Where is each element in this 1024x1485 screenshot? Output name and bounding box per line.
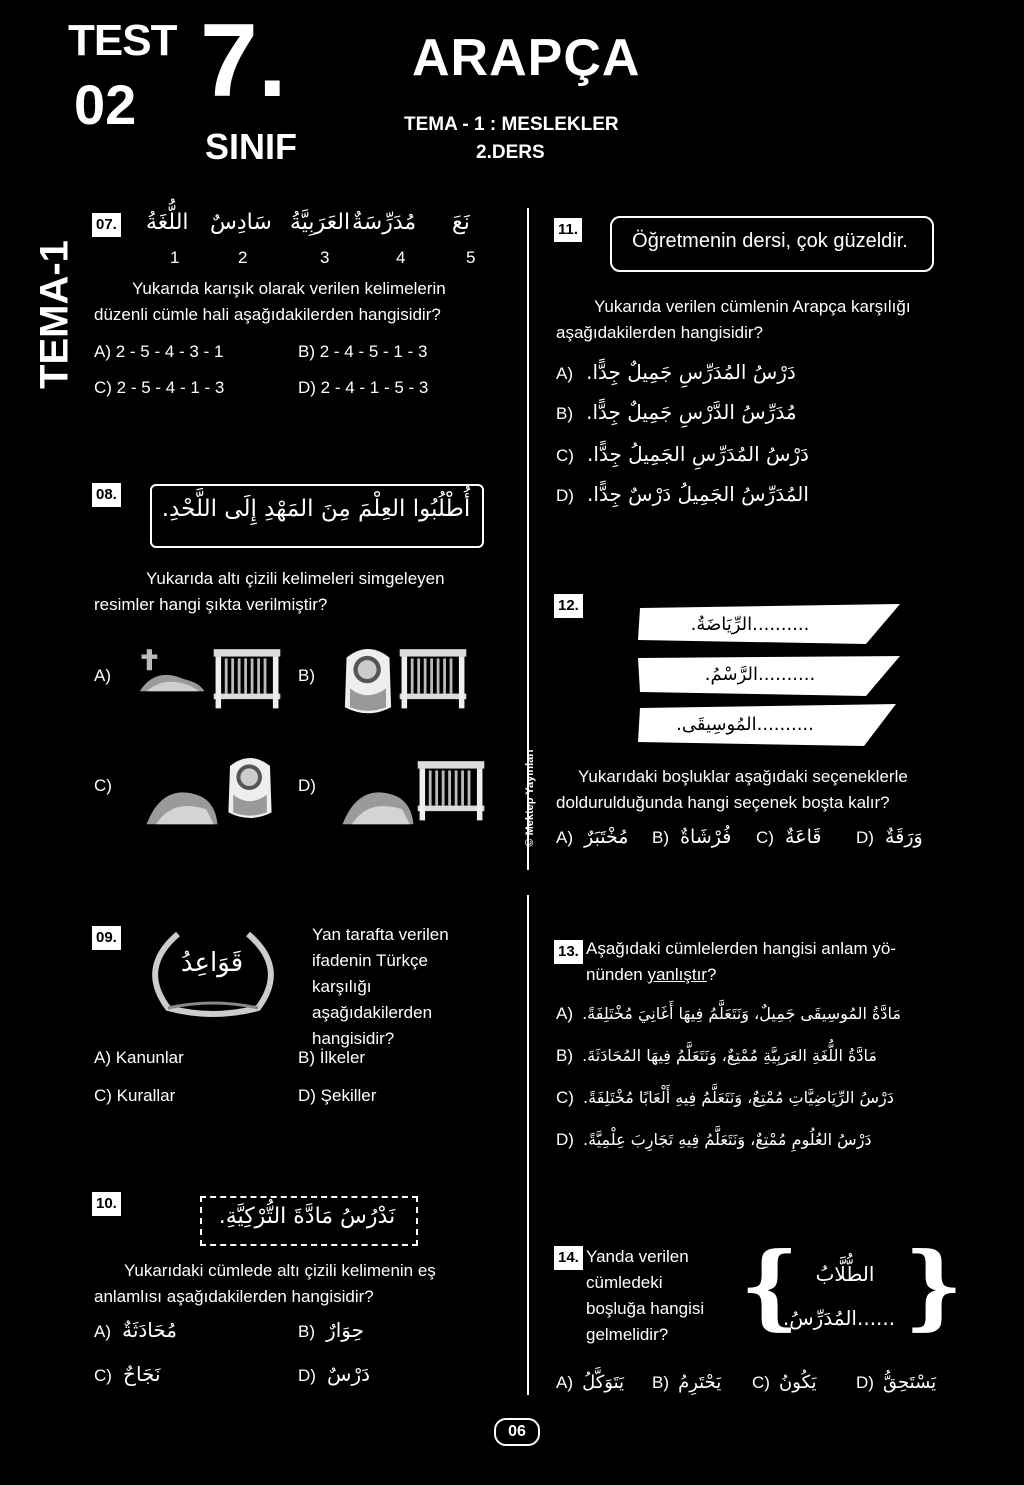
question-number: 14. bbox=[554, 1246, 583, 1270]
q09-option-d[interactable]: D) Şekiller bbox=[298, 1086, 377, 1105]
q14-line1: الطُّلَّابُ bbox=[815, 1262, 875, 1286]
option-label: C) bbox=[556, 446, 574, 465]
q08-option-b-label[interactable]: B) bbox=[298, 666, 315, 685]
option-label: C) bbox=[756, 828, 774, 847]
option-label: A) bbox=[556, 1373, 573, 1392]
option-text: المُدَرِّسُ الجَمِيلُ دَرْسٌ جِدًّا. bbox=[587, 482, 809, 506]
option-text: يَكُونُ bbox=[779, 1372, 817, 1393]
option-text: دَرْسُ العُلُومِ مُمْتِعٌ، وَنَتَعَلَّمُ فِيهِ تَجَارِبَ عِلْمِيَّةً. bbox=[583, 1130, 872, 1149]
q12-option-a[interactable] bbox=[556, 826, 629, 848]
option-text: مُحَادَثَةٌ bbox=[122, 1318, 178, 1342]
q13-stem-line2: nünden bbox=[586, 965, 648, 984]
q07-stem: Yukarıda karışık olarak verilen kelimelerin düzenli cümle hali aşağıdakilerden hangisidir? bbox=[94, 279, 446, 324]
q14-right-brace: } bbox=[904, 1232, 964, 1340]
q08-sentence: أُطْلُبُوا العِلْمَ مِنَ المَهْدِ إِلَى اللَّحْدِ. bbox=[161, 496, 471, 522]
option-label: C) bbox=[556, 1088, 574, 1107]
q11-option-d[interactable] bbox=[556, 482, 809, 506]
q12-option-b[interactable] bbox=[652, 826, 731, 848]
option-text: دَرْسُ المُدَرِّسِ الجَمِيلُ جِدًّا. bbox=[587, 442, 809, 466]
option-label: D) bbox=[556, 1130, 574, 1149]
option-label: A) bbox=[556, 828, 573, 847]
q08-option-d-grave-icon[interactable] bbox=[340, 772, 416, 828]
q13-option-a[interactable] bbox=[556, 1004, 946, 1024]
q07-option-a[interactable]: A) 2 - 5 - 4 - 3 - 1 bbox=[94, 342, 224, 361]
option-text: دَرْسُ الرِّيَاضِيَّاتِ مُمْتِعٌ، وَنَتَعَلَّمُ فِيهِ أَلْعَابًا مُخْتَلِفَةً. bbox=[583, 1088, 894, 1107]
grade-number: 7. bbox=[200, 3, 287, 119]
q13-option-d[interactable] bbox=[556, 1130, 946, 1150]
q13-stem-keyword: yanlıştır bbox=[647, 965, 707, 984]
q08-option-d-label[interactable]: D) bbox=[298, 776, 316, 795]
option-text: قَاعَةٌ bbox=[785, 826, 822, 848]
q07-option-c[interactable]: C) 2 - 5 - 4 - 1 - 3 bbox=[94, 378, 225, 397]
q12-stem: Yukarıdaki boşluklar aşağıdaki seçeneklerle doldurulduğunda hangi seçenek boşta kalır? bbox=[556, 767, 908, 812]
question-number: 07. bbox=[92, 213, 121, 237]
q07-option-d[interactable]: D) 2 - 4 - 1 - 5 - 3 bbox=[298, 378, 429, 397]
option-text: مُخْتَبَرٌ bbox=[584, 826, 629, 848]
option-label: A) bbox=[94, 1322, 111, 1341]
q12-option-c[interactable] bbox=[756, 826, 821, 848]
q08-option-a-label[interactable]: A) bbox=[94, 666, 111, 685]
q13-stem bbox=[586, 936, 966, 988]
q08-stem: Yukarıda altı çizili kelimeleri simgeleyen resimler hangi şıkta verilmiştir? bbox=[94, 569, 445, 614]
option-label: C) bbox=[752, 1373, 770, 1392]
q11-option-b[interactable] bbox=[556, 400, 797, 424]
option-text: يَتَوَكَّلُ bbox=[582, 1372, 625, 1393]
option-label: B) bbox=[652, 1373, 669, 1392]
question-number: 08. bbox=[92, 483, 121, 507]
theme-title: TEMA - 1 : MESLEKLER bbox=[404, 114, 619, 135]
q14-option-b[interactable] bbox=[652, 1372, 721, 1393]
q14-option-a[interactable] bbox=[556, 1372, 624, 1393]
q11-option-c[interactable] bbox=[556, 442, 809, 466]
option-text: مَادَّةُ المُوسِيقَى جَمِيلٌ، وَنَتَعَلَّمُ فِيهَا أَغَانِيَ مُخْتَلِفَةً. bbox=[582, 1004, 901, 1023]
q14-option-c[interactable] bbox=[752, 1372, 817, 1393]
q08-option-a-cradle-icon[interactable] bbox=[210, 640, 284, 712]
question-number: 13. bbox=[554, 940, 583, 964]
q09-option-a[interactable]: A) Kanunlar bbox=[94, 1048, 184, 1067]
option-text: حِوَارٌ bbox=[326, 1318, 365, 1342]
option-label: B) bbox=[556, 404, 573, 423]
option-text: دَرْسٌ bbox=[327, 1362, 371, 1386]
option-text: وَرَقَةٌ bbox=[885, 826, 923, 848]
q08-option-c-grave-icon[interactable] bbox=[144, 772, 220, 828]
option-label: A) bbox=[556, 1004, 573, 1023]
q08-option-d-cradle-icon[interactable] bbox=[414, 752, 488, 824]
q07-word-5: نَعَ bbox=[452, 210, 470, 235]
q07-num-5: 5 bbox=[466, 248, 476, 267]
q07-word-2: سَادِسٌ bbox=[210, 210, 272, 235]
q10-stem: Yukarıdaki cümlede altı çizili kelimenin eş anlamlısı aşağıdakilerden hangisidir? bbox=[94, 1261, 436, 1306]
q14-left-brace: { bbox=[740, 1232, 800, 1340]
q11-option-a[interactable] bbox=[556, 360, 796, 384]
q13-stem-end: ? bbox=[706, 965, 717, 984]
q09-option-b[interactable]: B) İlkeler bbox=[298, 1048, 366, 1067]
option-label: D) bbox=[856, 828, 874, 847]
q10-option-b[interactable] bbox=[298, 1318, 364, 1342]
q07-word-3: العَرَبِيَّةُ bbox=[290, 210, 351, 235]
option-label: B) bbox=[298, 1322, 315, 1341]
q13-option-b[interactable] bbox=[556, 1046, 946, 1066]
q07-word-4: مُدَرِّسَةٌ bbox=[352, 210, 417, 235]
question-number: 10. bbox=[92, 1192, 121, 1216]
lesson-title: 2.DERS bbox=[476, 142, 545, 163]
option-text: مُدَرِّسُ الدَّرْسِ جَمِيلٌ جِدًّا. bbox=[586, 400, 797, 424]
q10-option-a[interactable] bbox=[94, 1318, 177, 1342]
test-number: 02 bbox=[74, 73, 137, 136]
q10-sentence: نَدْرُسُ مَادَّةَ التُّرْكِيَّةِ. bbox=[218, 1204, 396, 1229]
option-label: C) bbox=[94, 1366, 112, 1385]
q10-option-c[interactable] bbox=[94, 1362, 161, 1386]
option-text: مَادَّةُ اللُّغَةِ العَرَبِيَّةِ مُمْتِعٌ، وَنَتَعَلَّمُ فِيهَا المُحَادَثَةَ. bbox=[582, 1046, 877, 1065]
question-number: 09. bbox=[92, 926, 121, 950]
q12-option-d[interactable] bbox=[856, 826, 923, 848]
q08-option-a-grave-icon[interactable] bbox=[138, 642, 208, 702]
q12-blank-2: ..........الرَّسْمُ. bbox=[704, 664, 816, 685]
q11-sentence: Öğretmenin dersi, çok güzeldir. bbox=[632, 230, 908, 252]
option-text: دَرْسُ المُدَرِّسِ جَمِيلٌ جِدًّا. bbox=[586, 360, 796, 384]
q12-blank-1: ..........الرِّيَاضَةُ. bbox=[690, 614, 810, 635]
q09-option-c[interactable]: C) Kurallar bbox=[94, 1086, 176, 1105]
q13-stem-line1: Aşağıdaki cümlelerden hangisi anlam yö- bbox=[586, 939, 896, 958]
test-label: TEST bbox=[68, 16, 177, 65]
q09-stem: Yan tarafta verilen ifadenin Türkçe karşılığı aşağıdakilerden hangisidir? bbox=[312, 925, 449, 1048]
q14-line2: ......المُدَرِّسُ. bbox=[782, 1306, 896, 1330]
q08-option-b-cradle-icon[interactable] bbox=[396, 640, 470, 712]
q11-stem: Yukarıda verilen cümlenin Arapça karşılığı aşağıdakilerden hangisidir? bbox=[556, 297, 911, 342]
q07-word-1: اللُّغَةُ bbox=[146, 210, 189, 235]
option-label: B) bbox=[652, 828, 669, 847]
option-label: B) bbox=[556, 1046, 573, 1065]
option-text: فُرْشَاةٌ bbox=[680, 826, 732, 848]
q08-option-c-label[interactable]: C) bbox=[94, 776, 112, 795]
q10-option-d[interactable] bbox=[298, 1362, 370, 1386]
question-number: 11. bbox=[554, 218, 582, 242]
q07-num-4: 4 bbox=[396, 248, 406, 267]
q08-option-c-baby-icon[interactable] bbox=[222, 744, 278, 828]
option-label: A) bbox=[556, 364, 573, 383]
option-label: D) bbox=[298, 1366, 316, 1385]
q09-word: قَوَاعِدُ bbox=[180, 948, 244, 978]
column-divider-bottom bbox=[527, 895, 529, 1395]
q07-num-1: 1 bbox=[170, 248, 180, 267]
q07-num-2: 2 bbox=[238, 248, 248, 267]
grade-word: SINIF bbox=[205, 126, 298, 167]
publisher-credit: © Mektep Yayınları bbox=[524, 749, 536, 847]
option-text: يَحْتَرِمُ bbox=[678, 1372, 722, 1393]
q14-option-d[interactable] bbox=[856, 1372, 936, 1393]
option-text: نَجَاحٌ bbox=[123, 1362, 161, 1386]
q14-stem: Yanda verilen cümledeki boşluğa hangisi gelmelidir? bbox=[586, 1247, 705, 1344]
q07-num-3: 3 bbox=[320, 248, 330, 267]
side-theme-label: TEMA-1 bbox=[32, 240, 77, 389]
q12-blank-3: ..........المُوسِيقَى. bbox=[676, 714, 814, 735]
subject-title: ARAPÇA bbox=[412, 29, 641, 87]
option-label: D) bbox=[856, 1373, 874, 1392]
page-number: 06 bbox=[494, 1418, 540, 1446]
q13-option-c[interactable] bbox=[556, 1088, 946, 1108]
option-text: يَسْتَحِقُّ bbox=[883, 1372, 937, 1393]
q08-option-b-baby-icon[interactable] bbox=[338, 636, 398, 722]
q07-option-b[interactable]: B) 2 - 4 - 5 - 1 - 3 bbox=[298, 342, 428, 361]
question-number: 12. bbox=[554, 594, 583, 618]
option-label: D) bbox=[556, 486, 574, 505]
